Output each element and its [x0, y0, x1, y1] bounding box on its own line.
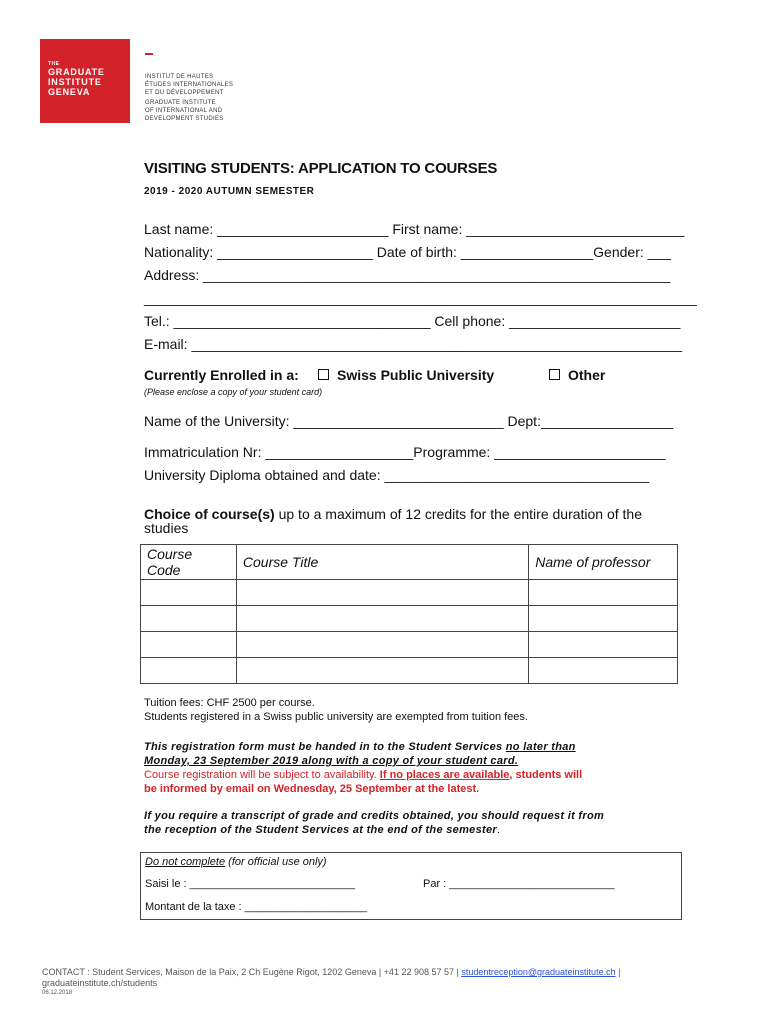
email-field[interactable]: E-mail: _______________________________________________________________ — [144, 336, 682, 352]
official-use-box — [140, 852, 682, 920]
logo-line-1: GRADUATE — [48, 67, 105, 77]
col-course-title: Course Title — [236, 545, 528, 580]
table-cell[interactable] — [141, 632, 237, 658]
swiss-university-option[interactable] — [318, 367, 494, 383]
table-row[interactable] — [141, 658, 678, 684]
courses-intro — [144, 506, 642, 522]
university-fields[interactable]: Name of the University: ___________________________ Dept:_________________ — [144, 413, 674, 429]
availability-line-1: Course registration will be subject to availability. If no places are available, students will — [144, 769, 583, 781]
nationality-fields[interactable]: Nationality: ____________________ Date of birth: _________________Gender: ___ — [144, 244, 671, 260]
courses-table-header — [141, 545, 678, 580]
student-card-note: (Please enclose a copy of your student card) — [144, 387, 323, 397]
swiss-university-label: Swiss Public University — [337, 367, 495, 383]
transcript-line-1: If you require a transcript of grade and credits obtained, you should request it from — [144, 810, 605, 822]
tuition-exemption: Students registered in a Swiss public university are exempted from tuition fees. — [144, 711, 528, 723]
table-row[interactable] — [141, 580, 678, 606]
table-cell[interactable] — [236, 606, 528, 632]
enrolled-label: Currently Enrolled in a: — [144, 367, 299, 383]
col-course-code: Course Code — [141, 545, 237, 580]
other-checkbox[interactable] — [549, 369, 560, 380]
table-cell[interactable] — [529, 606, 678, 632]
other-label: Other — [568, 367, 606, 383]
table-cell[interactable] — [529, 632, 678, 658]
table-cell[interactable] — [236, 658, 528, 684]
deadline-line-2: Monday, 23 September 2019 along with a copy of your student card. — [144, 755, 519, 767]
transcript-line-2: the reception of the Student Services at the end of the semester. — [144, 824, 501, 836]
institution-name-en-3: DEVELOPMENT STUDIES — [145, 116, 224, 122]
footer-email-link[interactable]: studentreception@graduateinstitute.ch — [461, 967, 616, 977]
table-row[interactable] — [141, 606, 678, 632]
address-field[interactable]: Address: ____________________________________________________________ — [144, 267, 671, 283]
courses-intro-bold: Choice of course(s) — [144, 506, 275, 522]
par-field: Par : ___________________________ — [423, 878, 615, 890]
semester-label: 2019 - 2020 AUTUMN SEMESTER — [144, 186, 315, 197]
official-heading: Do not complete (for official use only) — [145, 856, 327, 868]
logo-red-dash — [145, 53, 153, 55]
table-cell[interactable] — [529, 658, 678, 684]
phone-fields[interactable]: Tel.: _________________________________ Cell phone: ______________________ — [144, 313, 681, 329]
col-professor: Name of professor — [529, 545, 678, 580]
address-field-line-2[interactable]: _______________________________________________________________________ — [144, 290, 697, 306]
table-row[interactable] — [141, 632, 678, 658]
montant-field: Montant de la taxe : ____________________ — [145, 901, 368, 913]
table-cell[interactable] — [236, 632, 528, 658]
institution-name-fr-3: ET DU DÉVELOPPEMENT — [145, 90, 224, 96]
logo-the: THE — [48, 61, 60, 67]
footer-contact: CONTACT : Student Services, Maison de la Paix, 2 Ch Eugène Rigot, 1202 Geneva | +41 22 908 57 57 | studentreception@graduateinstitute.ch | — [42, 967, 621, 977]
availability-line-2: be informed by email on Wednesday, 25 September at the latest. — [144, 783, 480, 795]
courses-intro-line-2: studies — [144, 520, 189, 536]
logo-line-3: GENEVA — [48, 87, 91, 97]
logo-line-2: INSTITUTE — [48, 77, 102, 87]
institute-logo — [40, 39, 130, 123]
institution-name-en-1: GRADUATE INSTITUTE — [145, 100, 216, 106]
table-cell[interactable] — [529, 580, 678, 606]
institution-name-en-2: OF INTERNATIONAL AND — [145, 108, 223, 114]
other-option[interactable] — [549, 367, 605, 383]
diploma-field[interactable]: University Diploma obtained and date: __________________________________ — [144, 467, 650, 483]
deadline-line-1: This registration form must be handed in to the Student Services no later than — [144, 741, 576, 753]
table-cell[interactable] — [236, 580, 528, 606]
institution-name-fr-1: INSTITUT DE HAUTES — [145, 74, 214, 80]
immatriculation-fields[interactable]: Immatriculation Nr: ___________________Programme: ______________________ — [144, 444, 666, 460]
table-cell[interactable] — [141, 580, 237, 606]
tuition-fees: Tuition fees: CHF 2500 per course. — [144, 697, 315, 709]
courses-table — [140, 544, 678, 684]
table-cell[interactable] — [141, 658, 237, 684]
courses-intro-rest: up to a maximum of 12 credits for the entire duration of the — [274, 506, 643, 522]
name-fields[interactable]: Last name: ______________________ First name: ____________________________ — [144, 221, 685, 237]
form-title: VISITING STUDENTS: APPLICATION TO COURSES — [144, 160, 498, 177]
footer-website[interactable]: graduateinstitute.ch/students — [42, 978, 158, 988]
institution-name-fr-2: ÉTUDES INTERNATIONALES — [145, 82, 234, 88]
footer-date: 06.12.2018 — [42, 990, 73, 996]
table-cell[interactable] — [141, 606, 237, 632]
saisi-field: Saisi le : ___________________________ — [145, 878, 355, 890]
swiss-university-checkbox[interactable] — [318, 369, 329, 380]
